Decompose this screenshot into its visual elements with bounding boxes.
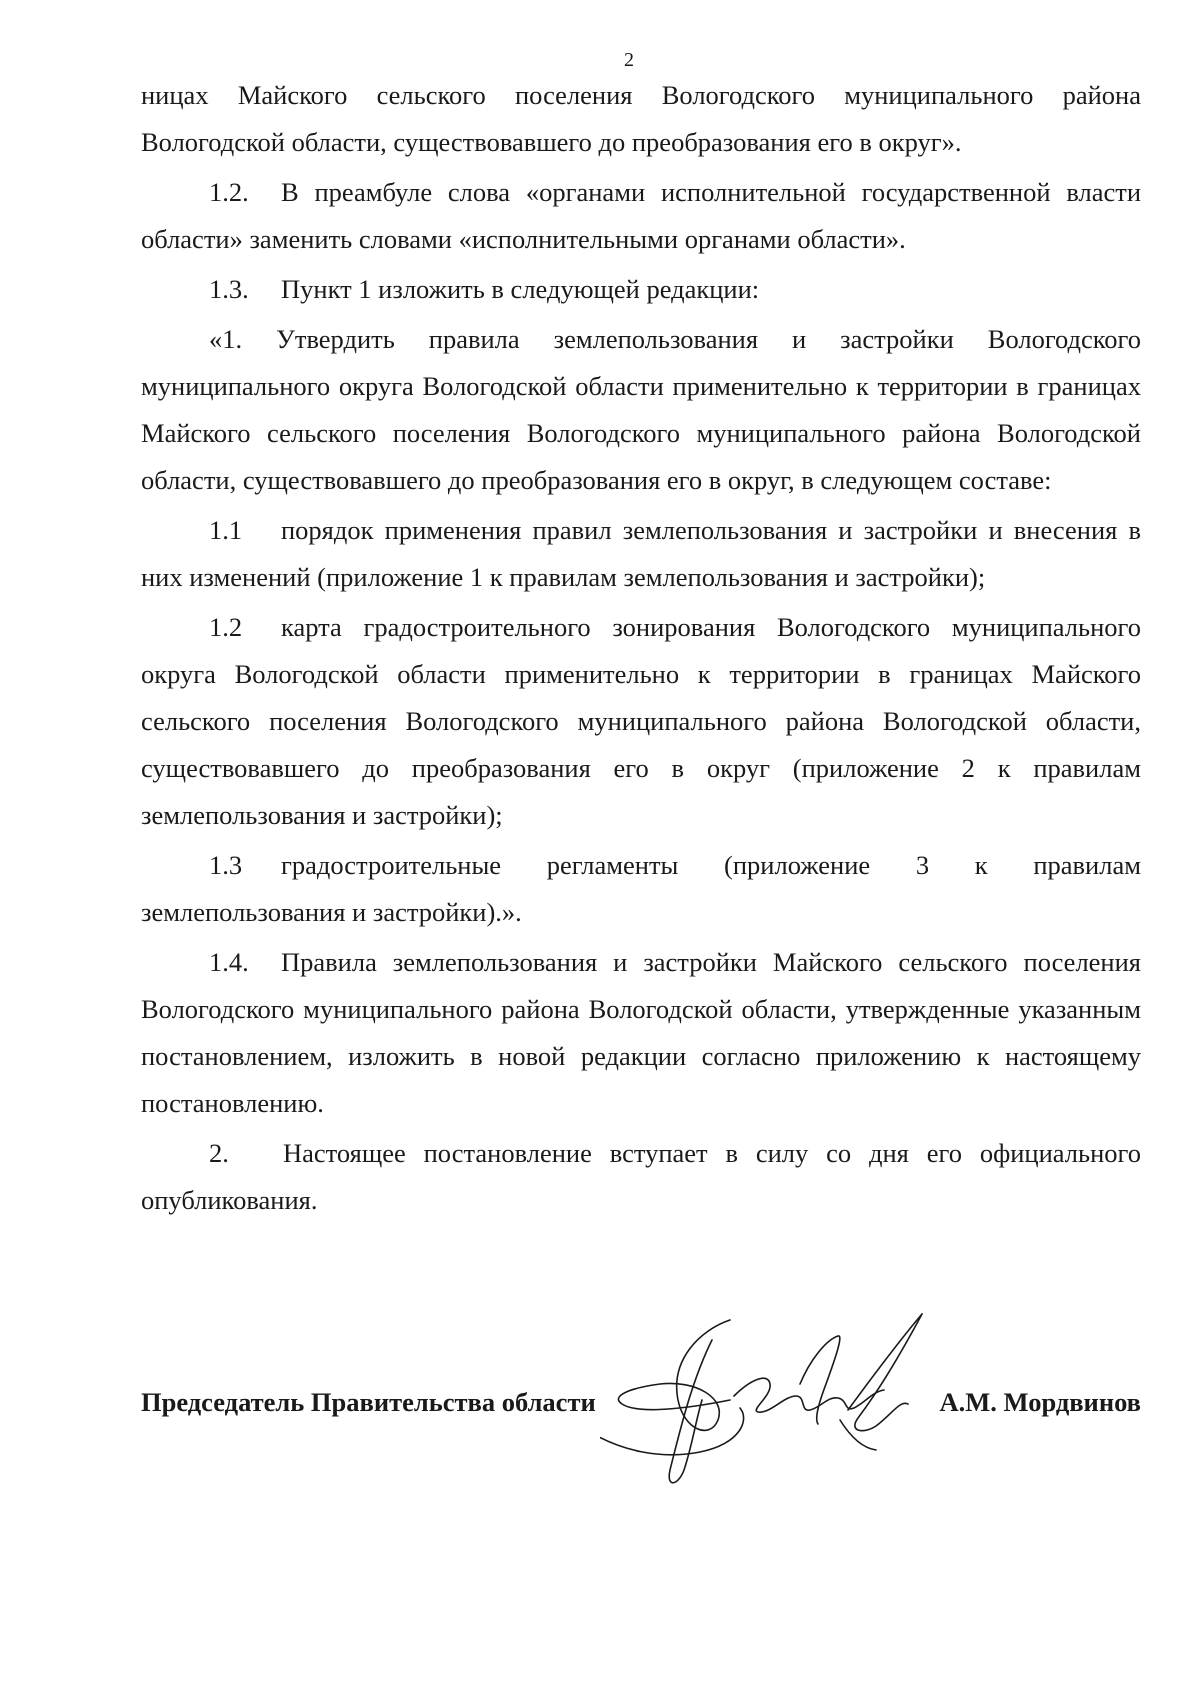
handwritten-signature-icon <box>600 1300 960 1500</box>
paragraph-number: 1.2 <box>209 612 243 642</box>
paragraph-amended-point-1 <box>141 316 1141 504</box>
paragraph-subpoint-1-3 <box>141 842 1141 936</box>
paragraph-text: порядок применения правил землепользования и застройки и внесения в них изменений (приложение 1 к правилам землепользования и застройки); <box>141 515 1141 592</box>
paragraph-1-3 <box>141 266 1141 313</box>
paragraph-text: Настоящее постановление вступает в силу со дня его официального опубликования. <box>141 1138 1141 1215</box>
paragraph-text: В преамбуле слова «органами исполнительной государственной власти области» заменить словами «исполнительными органами области». <box>141 177 1141 254</box>
paragraph-number: 1.2. <box>209 177 249 207</box>
paragraph-subpoint-1-2 <box>141 604 1141 839</box>
paragraph-number: 1.4. <box>209 947 249 977</box>
paragraph-1-4 <box>141 939 1141 1127</box>
signer-title: Председатель Правительства области <box>141 1387 596 1417</box>
paragraph-number: 1.1 <box>209 515 243 545</box>
paragraph-number: 1.3 <box>209 850 243 880</box>
paragraph-subpoint-1-1 <box>141 507 1141 601</box>
paragraph-1-2 <box>141 169 1141 263</box>
paragraph-text: «1. Утвердить правила землепользования и застройки Вологодского муниципального округа Вологодской области применительно к территории в границах Майского сельского поселения Вологодского муниципального района Вологодской области, существовавшего до преобразования его в округ, в следующем составе: <box>141 324 1141 495</box>
paragraph-continuation <box>141 72 1141 166</box>
paragraph-text: карта градостроительного зонирования Вологодского муниципального округа Вологодской области применительно к территории в границах Майского сельского поселения Вологодского муниципального района Вологодской области, существовавшего до преобразования его в округ (приложение 2 к правилам землепользования и застройки); <box>141 612 1141 830</box>
page-number: 2 <box>624 49 634 71</box>
paragraph-text: Правила землепользования и застройки Майского сельского поселения Вологодского муниципального района Вологодской области, утвержденные указанным постановлением, изложить в новой редакции согласно приложению к настоящему постановлению. <box>141 947 1141 1118</box>
paragraph-text: градостроительные регламенты (приложение 3 к правилам землепользования и застройки).». <box>141 850 1141 927</box>
paragraph-text: ницах Майского сельского поселения Вологодского муниципального района Вологодской области, существовавшего до преобразования его в округ». <box>141 80 1141 157</box>
paragraph-text: Пункт 1 изложить в следующей редакции: <box>281 274 760 304</box>
paragraph-2 <box>141 1130 1141 1224</box>
paragraph-number: 2. <box>209 1138 229 1168</box>
document-body <box>141 72 1141 1227</box>
paragraph-number: 1.3. <box>209 274 249 304</box>
signer-name: А.М. Мордвинов <box>939 1387 1141 1417</box>
